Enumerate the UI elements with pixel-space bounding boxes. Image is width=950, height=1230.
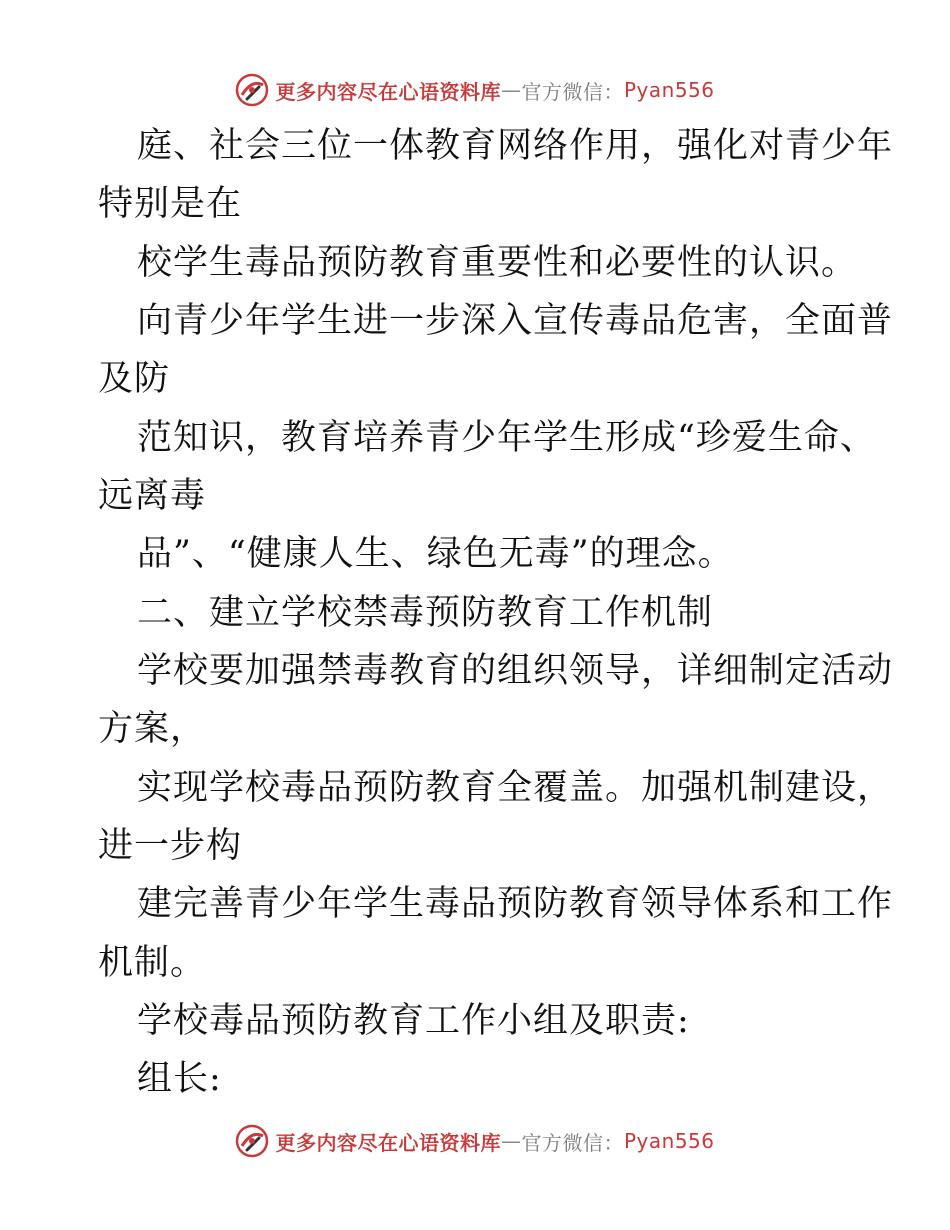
banner-sub-text: 官方微信： <box>521 1130 624 1155</box>
text-line: 远离毒 <box>98 476 207 516</box>
banner-dash: — <box>500 78 522 102</box>
text-line: 特别是在 <box>98 184 243 224</box>
text-line: 及防 <box>98 359 171 399</box>
text-line: 学校毒品预防教育工作小组及职责: <box>137 1001 690 1041</box>
text-line: 实现学校毒品预防教育全覆盖。加强机制建设， <box>137 768 894 808</box>
text-line: 组长: <box>137 1059 222 1099</box>
banner-main-text: 更多内容尽在心语资料库 <box>275 79 501 104</box>
text-line: 校学生毒品预防教育重要性和必要性的认识。 <box>137 243 858 283</box>
banner-account: Pyan556 <box>623 1129 715 1153</box>
banner-account: Pyan556 <box>623 78 715 102</box>
banner-dash: — <box>500 1129 522 1153</box>
text-line: 范知识，教育培养青少年学生形成“珍爱生命、 <box>137 418 876 458</box>
banner-main-text: 更多内容尽在心语资料库 <box>275 1130 501 1155</box>
text-line: 向青少年学生进一步深入宣传毒品危害，全面普 <box>137 301 894 341</box>
text-line: 建完善青少年学生毒品预防教育领导体系和工作 <box>137 884 894 924</box>
text-line: 品”、“健康人生、绿色无毒”的理念。 <box>137 534 734 574</box>
brand-logo-icon <box>235 73 269 107</box>
text-line: 庭、社会三位一体教育网络作用，强化对青少年 <box>137 126 894 166</box>
text-line: 机制。 <box>98 943 207 983</box>
text-line: 进一步构 <box>98 826 243 866</box>
brand-logo-icon <box>235 1124 269 1158</box>
footer-watermark-banner <box>0 1121 950 1161</box>
text-line: 方案， <box>98 709 207 749</box>
section-heading: 二、建立学校禁毒预防教育工作机制 <box>137 593 714 633</box>
text-line: 学校要加强禁毒教育的组织领导，详细制定活动 <box>137 651 894 691</box>
header-watermark-banner <box>0 70 950 110</box>
banner-sub-text: 官方微信： <box>521 79 624 104</box>
